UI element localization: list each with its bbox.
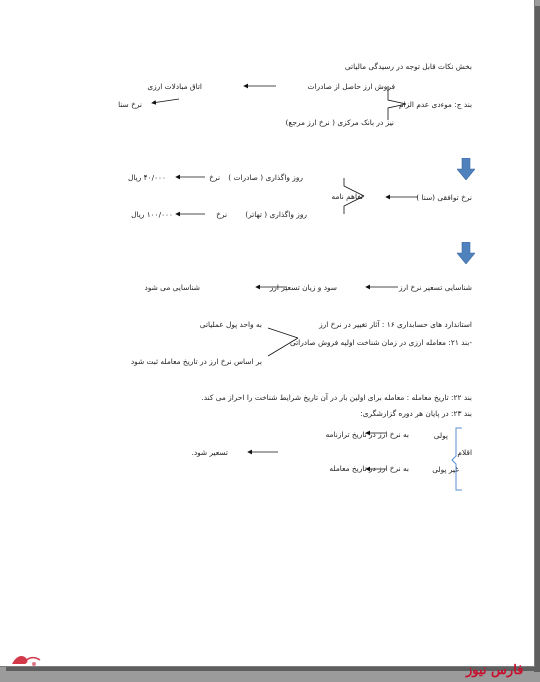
fork-mou: [344, 178, 364, 214]
barter-day-label: روز واگذاری ( تهاتر): [245, 210, 307, 219]
monetary-rule-label: به نرخ ارز در تاریخ ترازنامه: [325, 430, 409, 439]
fars-news-logo-icon: [10, 652, 46, 668]
conversion-label: تسعیر شود.: [191, 448, 228, 457]
fx-exchange-room-label: اتاق مبادلات ارزی: [147, 82, 202, 91]
export-day-label: روز واگذاری ( صادرات ): [228, 173, 303, 182]
fars-news-watermark: فارس نیوز: [466, 663, 524, 678]
fx-recognition-label: شناسایی تسعیر نرخ ارز: [398, 283, 472, 292]
sana-rate-label: نرخ سنا: [118, 100, 142, 109]
export-sale-label: فروش ارز حاصل از صادرات: [307, 82, 395, 91]
agreed-rate-label: نرخ توافقی (سنا ): [416, 193, 472, 202]
fork-clause-21: [268, 328, 298, 356]
clause-21-label: -بند ۲۱: معامله ارزی در زمان شناخت اولیه فروش صادراتی: [289, 338, 472, 347]
standard-16-label: استاندارد های حسابداری ۱۶ : آثار تغییر در نرخ ارز: [319, 320, 472, 329]
barter-rate-value: ۱۰۰/۰۰۰ ریال: [131, 210, 173, 219]
export-rate-value: ۴۰/۰۰۰ ریال: [128, 173, 166, 182]
down-arrow-icon: [457, 242, 475, 264]
section-heading: بخش نکات قابل توجه در رسیدگی مالیاتی: [344, 62, 472, 71]
mou-label: تفاهم نامه: [331, 192, 363, 201]
non-monetary-label: غیر پولی: [432, 465, 459, 474]
monetary-label: پولی: [433, 431, 448, 440]
barter-rate-word: نرخ: [216, 210, 227, 219]
down-arrow-icon: [457, 158, 475, 180]
clause-22-label: بند ۲۲: تاریخ معامله : معامله برای اولین بار در آن تاریخ شرایط شناخت را احراز می کند.: [201, 393, 472, 402]
arrow-room-to-sana: [152, 99, 179, 103]
recognized-label: شناسایی می شود: [144, 283, 200, 292]
export-rate-word: نرخ: [209, 173, 220, 182]
clause-23-label: بند ۲۳: در پایان هر دوره گزارشگری:: [360, 409, 472, 418]
central-bank-label: نیز در بانک مرکزی ( نرخ ارز مرجع): [285, 118, 394, 127]
fx-gain-loss-label: سود و زیان تسعیر ارز: [269, 283, 337, 292]
items-label: اقلام: [457, 448, 472, 457]
record-at-rate-label: بر اساس نرخ ارز در تاریخ معامله ثبت شود: [130, 357, 262, 366]
clause-j-label: بند ج: موءدی عدم الزام: [398, 100, 472, 109]
fork-clause-j: [388, 86, 406, 120]
functional-currency-label: به واحد پول عملیاتی: [199, 320, 262, 329]
brace-items: [452, 428, 462, 490]
non-monetary-rule-label: به نرخ ارز در تاریخ معامله: [329, 464, 409, 473]
